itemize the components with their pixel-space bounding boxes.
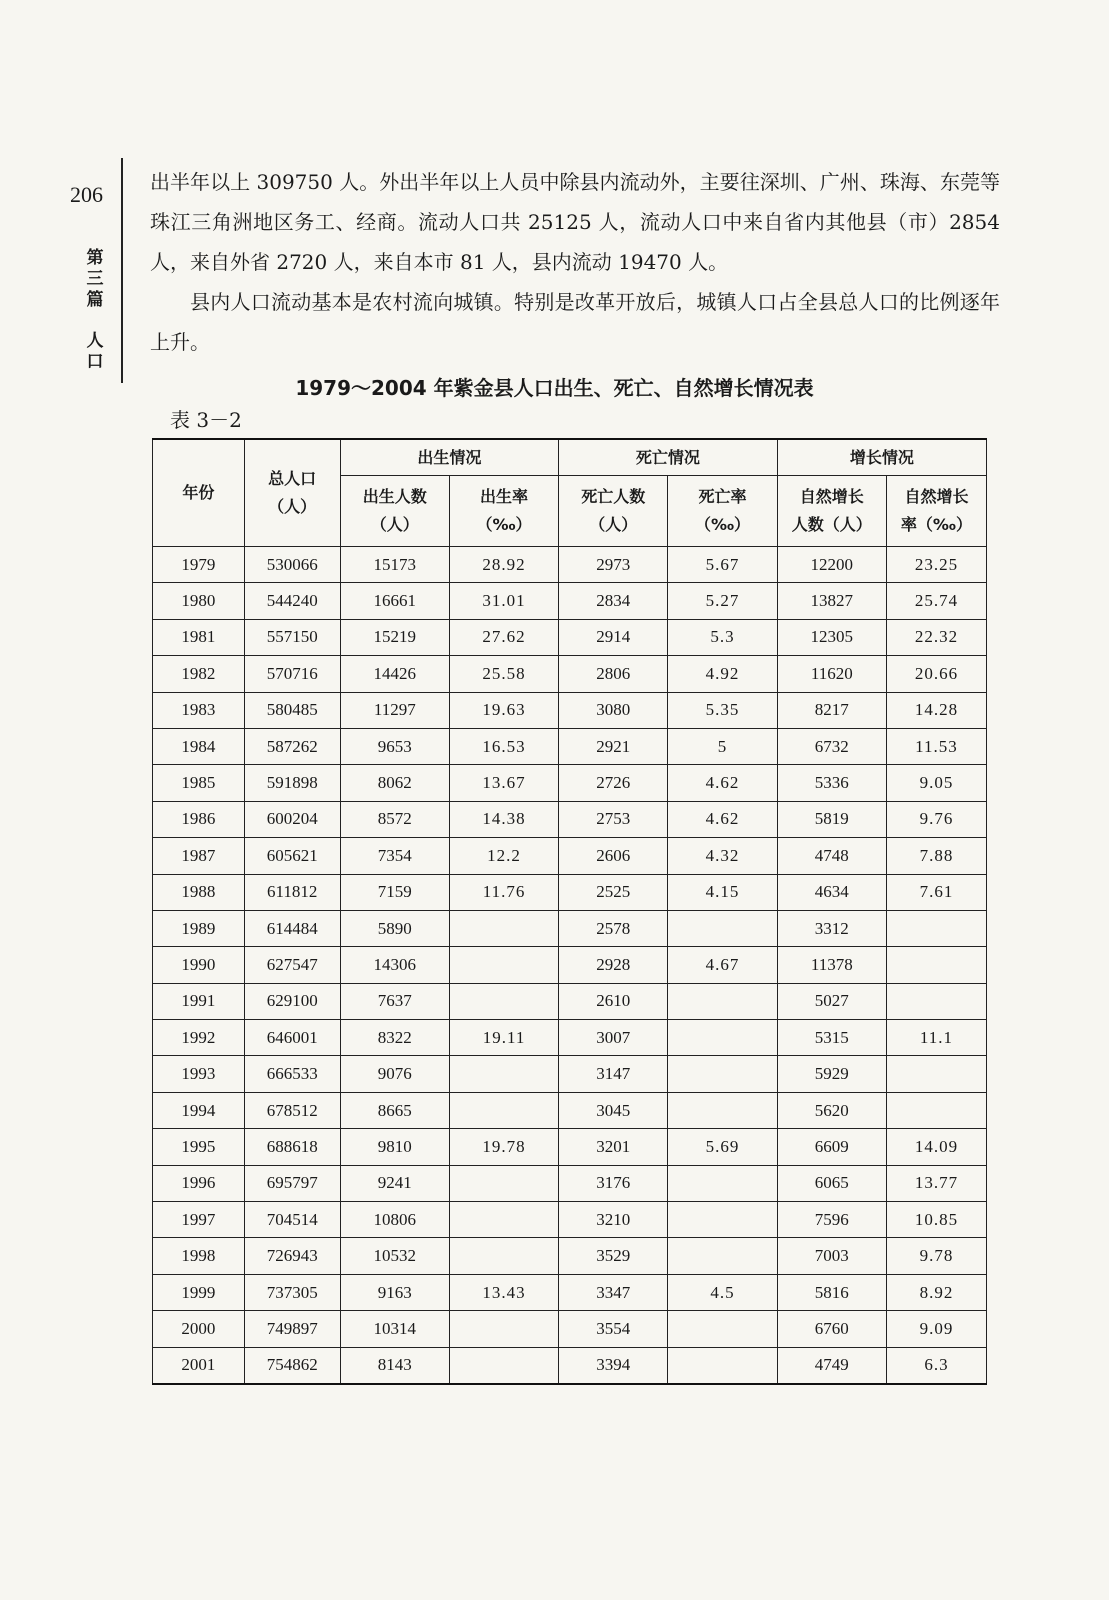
cell-growth-count: 5336: [777, 765, 886, 801]
cell-growth-rate: [886, 1056, 986, 1092]
cell-growth-rate: 7.61: [886, 874, 986, 910]
cell-births: 10314: [340, 1311, 449, 1347]
cell-births: 8062: [340, 765, 449, 801]
cell-births: 16661: [340, 583, 449, 619]
table-row: [153, 656, 987, 692]
cell-births: 14306: [340, 947, 449, 983]
section-label-char: 口: [86, 352, 104, 372]
cell-birth-rate: 27.62: [449, 619, 558, 655]
header-total: [244, 439, 340, 547]
cell-growth-count: 6732: [777, 728, 886, 764]
cell-growth-rate: [886, 983, 986, 1019]
cell-deaths: 3007: [559, 1020, 668, 1056]
cell-total: 611812: [244, 874, 340, 910]
cell-births: 7637: [340, 983, 449, 1019]
cell-growth-count: 3312: [777, 910, 886, 946]
table-number: 表 3－2: [170, 408, 242, 432]
header-death-rate: [668, 476, 777, 547]
cell-births: 7159: [340, 874, 449, 910]
cell-deaths: 3210: [559, 1202, 668, 1238]
cell-growth-count: 12200: [777, 547, 886, 583]
cell-year: 1993: [153, 1056, 245, 1092]
cell-births: 15219: [340, 619, 449, 655]
cell-year: 1982: [153, 656, 245, 692]
cell-growth-rate: 13.77: [886, 1165, 986, 1201]
cell-deaths: 2914: [559, 619, 668, 655]
cell-growth-count: 5315: [777, 1020, 886, 1056]
table-row: [153, 547, 987, 583]
cell-year: 1991: [153, 983, 245, 1019]
cell-year: 1987: [153, 838, 245, 874]
cell-growth-count: 5816: [777, 1274, 886, 1310]
cell-growth-rate: 9.76: [886, 801, 986, 837]
cell-total: 530066: [244, 547, 340, 583]
table-body: [153, 547, 987, 1384]
section-label-char: 第: [86, 248, 104, 268]
cell-growth-rate: 14.09: [886, 1129, 986, 1165]
cell-growth-rate: 20.66: [886, 656, 986, 692]
cell-birth-rate: 13.67: [449, 765, 558, 801]
table-row: [153, 1165, 987, 1201]
cell-deaths: 2921: [559, 728, 668, 764]
cell-death-rate: 5.3: [668, 619, 777, 655]
cell-growth-rate: 14.28: [886, 692, 986, 728]
cell-growth-count: 6760: [777, 1311, 886, 1347]
cell-births: 10806: [340, 1202, 449, 1238]
header-growth-rate: [886, 476, 986, 547]
cell-total: 587262: [244, 728, 340, 764]
cell-year: 2000: [153, 1311, 245, 1347]
table-row: [153, 910, 987, 946]
cell-year: 1979: [153, 547, 245, 583]
cell-growth-count: 4748: [777, 838, 886, 874]
header-text: （人）: [370, 515, 419, 534]
table-row: [153, 692, 987, 728]
header-deaths: [559, 476, 668, 547]
paragraph: 出半年以上 309750 人。外出半年以上人员中除县内流动外，主要往深圳、广州、珠海、东莞等珠江三角洲地区务工、经商。流动人口共 25125 人，流动人口中来自省内其他县（市）2854 人，来自外省 2720 人，来自本市 81 人，县内流动 19470 人。: [150, 170, 1000, 274]
table-row: [153, 1347, 987, 1384]
cell-year: 1980: [153, 583, 245, 619]
header-births: [340, 476, 449, 547]
cell-deaths: 3554: [559, 1311, 668, 1347]
cell-birth-rate: [449, 1056, 558, 1092]
cell-year: 1989: [153, 910, 245, 946]
cell-growth-rate: 10.85: [886, 1202, 986, 1238]
cell-death-rate: 5.67: [668, 547, 777, 583]
cell-birth-rate: 28.92: [449, 547, 558, 583]
cell-year: 1990: [153, 947, 245, 983]
cell-growth-count: 11620: [777, 656, 886, 692]
cell-birth-rate: [449, 983, 558, 1019]
cell-death-rate: [668, 1311, 777, 1347]
cell-births: 15173: [340, 547, 449, 583]
cell-growth-count: 5620: [777, 1092, 886, 1128]
header-text: 率（‰）: [900, 515, 972, 534]
header-text: 出生人数: [362, 487, 427, 506]
cell-deaths: 2806: [559, 656, 668, 692]
cell-death-rate: [668, 1020, 777, 1056]
cell-death-rate: 4.15: [668, 874, 777, 910]
cell-growth-rate: 9.05: [886, 765, 986, 801]
table-row: [153, 1129, 987, 1165]
section-label-char: 人: [86, 331, 104, 351]
table-row: [153, 583, 987, 619]
cell-deaths: 2973: [559, 547, 668, 583]
section-label: [82, 248, 108, 373]
table-row: [153, 1311, 987, 1347]
cell-deaths: 2606: [559, 838, 668, 874]
cell-birth-rate: 19.11: [449, 1020, 558, 1056]
cell-growth-rate: 9.09: [886, 1311, 986, 1347]
cell-total: 544240: [244, 583, 340, 619]
cell-growth-count: 4749: [777, 1347, 886, 1384]
cell-total: 600204: [244, 801, 340, 837]
cell-death-rate: 4.62: [668, 765, 777, 801]
cell-death-rate: [668, 1056, 777, 1092]
cell-death-rate: 5.27: [668, 583, 777, 619]
header-text: （‰）: [476, 515, 532, 534]
page-number: 206: [70, 182, 103, 207]
header-text: 自然增长: [904, 487, 969, 506]
cell-growth-rate: 8.92: [886, 1274, 986, 1310]
cell-year: 1999: [153, 1274, 245, 1310]
cell-total: 570716: [244, 656, 340, 692]
cell-growth-count: 6065: [777, 1165, 886, 1201]
cell-year: 1984: [153, 728, 245, 764]
cell-death-rate: [668, 1238, 777, 1274]
cell-deaths: 3529: [559, 1238, 668, 1274]
table-row: [153, 619, 987, 655]
paragraph: 县内人口流动基本是农村流向城镇。特别是改革开放后，城镇人口占全县总人口的比例逐年上升。: [150, 290, 1000, 354]
header-year: 年份: [153, 439, 245, 547]
cell-birth-rate: [449, 1238, 558, 1274]
header-growth-count: [777, 476, 886, 547]
cell-growth-count: 12305: [777, 619, 886, 655]
table-row: [153, 1020, 987, 1056]
cell-death-rate: 4.5: [668, 1274, 777, 1310]
cell-deaths: 2726: [559, 765, 668, 801]
table-row: [153, 947, 987, 983]
cell-birth-rate: [449, 1165, 558, 1201]
cell-death-rate: 4.92: [668, 656, 777, 692]
cell-growth-count: 6609: [777, 1129, 886, 1165]
cell-total: 688618: [244, 1129, 340, 1165]
margin-rule: [121, 158, 123, 383]
cell-total: 580485: [244, 692, 340, 728]
cell-growth-rate: [886, 947, 986, 983]
cell-year: 1998: [153, 1238, 245, 1274]
header-growth-group: 增长情况: [777, 439, 986, 476]
cell-growth-rate: 11.53: [886, 728, 986, 764]
cell-year: 1985: [153, 765, 245, 801]
cell-growth-count: 5819: [777, 801, 886, 837]
cell-deaths: 3080: [559, 692, 668, 728]
cell-births: 9163: [340, 1274, 449, 1310]
cell-birth-rate: 19.63: [449, 692, 558, 728]
cell-growth-rate: [886, 1092, 986, 1128]
cell-total: 627547: [244, 947, 340, 983]
header-text: （人）: [589, 515, 638, 534]
cell-birth-rate: [449, 1347, 558, 1384]
section-label-char: 篇: [86, 290, 104, 310]
cell-birth-rate: [449, 947, 558, 983]
header-text: （人）: [268, 497, 317, 516]
cell-total: 591898: [244, 765, 340, 801]
cell-year: 1992: [153, 1020, 245, 1056]
table-row: [153, 1202, 987, 1238]
cell-deaths: 3201: [559, 1129, 668, 1165]
table-row: [153, 1238, 987, 1274]
cell-growth-rate: 11.1: [886, 1020, 986, 1056]
cell-year: 1983: [153, 692, 245, 728]
cell-growth-count: 5929: [777, 1056, 886, 1092]
cell-birth-rate: 25.58: [449, 656, 558, 692]
cell-deaths: 3347: [559, 1274, 668, 1310]
cell-births: 14426: [340, 656, 449, 692]
cell-total: 678512: [244, 1092, 340, 1128]
table-title: 1979～2004 年紫金县人口出生、死亡、自然增长情况表: [295, 376, 814, 400]
table-row: [153, 1056, 987, 1092]
header-birth-group: 出生情况: [340, 439, 559, 476]
cell-year: 1988: [153, 874, 245, 910]
header-death-group: 死亡情况: [559, 439, 778, 476]
cell-growth-count: 13827: [777, 583, 886, 619]
cell-total: 695797: [244, 1165, 340, 1201]
cell-births: 5890: [340, 910, 449, 946]
table-row: [153, 801, 987, 837]
header-text: 自然增长: [799, 487, 864, 506]
cell-death-rate: 5.35: [668, 692, 777, 728]
body-text: [150, 162, 1000, 362]
cell-deaths: 3176: [559, 1165, 668, 1201]
cell-growth-count: 11378: [777, 947, 886, 983]
cell-birth-rate: 12.2: [449, 838, 558, 874]
cell-birth-rate: [449, 1311, 558, 1347]
cell-death-rate: [668, 910, 777, 946]
cell-death-rate: [668, 1347, 777, 1384]
cell-births: 8665: [340, 1092, 449, 1128]
cell-total: 749897: [244, 1311, 340, 1347]
cell-birth-rate: 31.01: [449, 583, 558, 619]
cell-year: 1996: [153, 1165, 245, 1201]
cell-total: 704514: [244, 1202, 340, 1238]
cell-birth-rate: 13.43: [449, 1274, 558, 1310]
cell-deaths: 3394: [559, 1347, 668, 1384]
population-table: [152, 438, 987, 1385]
table-row: [153, 1092, 987, 1128]
cell-year: 1997: [153, 1202, 245, 1238]
cell-total: 646001: [244, 1020, 340, 1056]
header-text: （‰）: [694, 515, 751, 534]
cell-growth-rate: 23.25: [886, 547, 986, 583]
cell-deaths: 2753: [559, 801, 668, 837]
cell-year: 2001: [153, 1347, 245, 1384]
header-text: 出生率: [480, 487, 529, 506]
table-row: [153, 983, 987, 1019]
cell-growth-count: 7003: [777, 1238, 886, 1274]
cell-deaths: 2928: [559, 947, 668, 983]
cell-deaths: 2525: [559, 874, 668, 910]
cell-growth-rate: [886, 910, 986, 946]
cell-death-rate: [668, 1092, 777, 1128]
header-birth-rate: [449, 476, 558, 547]
cell-year: 1981: [153, 619, 245, 655]
header-text: 死亡率: [698, 487, 747, 506]
cell-births: 11297: [340, 692, 449, 728]
cell-death-rate: [668, 1202, 777, 1238]
cell-births: 9653: [340, 728, 449, 764]
header-text: 总人口: [268, 469, 317, 488]
cell-total: 614484: [244, 910, 340, 946]
header-text: 死亡人数: [581, 487, 646, 506]
section-label-char: 三: [86, 269, 104, 289]
cell-total: 666533: [244, 1056, 340, 1092]
cell-births: 8322: [340, 1020, 449, 1056]
table-row: [153, 765, 987, 801]
cell-year: 1986: [153, 801, 245, 837]
cell-growth-rate: 22.32: [886, 619, 986, 655]
cell-growth-count: 5027: [777, 983, 886, 1019]
cell-growth-rate: 6.3: [886, 1347, 986, 1384]
cell-growth-rate: 25.74: [886, 583, 986, 619]
cell-year: 1994: [153, 1092, 245, 1128]
cell-deaths: 2610: [559, 983, 668, 1019]
cell-growth-count: 8217: [777, 692, 886, 728]
cell-total: 754862: [244, 1347, 340, 1384]
cell-death-rate: [668, 983, 777, 1019]
cell-growth-rate: 9.78: [886, 1238, 986, 1274]
cell-births: 8143: [340, 1347, 449, 1384]
cell-birth-rate: 19.78: [449, 1129, 558, 1165]
cell-death-rate: 4.32: [668, 838, 777, 874]
cell-death-rate: 4.62: [668, 801, 777, 837]
table-row: [153, 838, 987, 874]
cell-death-rate: 5: [668, 728, 777, 764]
cell-birth-rate: [449, 1202, 558, 1238]
cell-births: 9241: [340, 1165, 449, 1201]
cell-deaths: 3045: [559, 1092, 668, 1128]
cell-birth-rate: [449, 1092, 558, 1128]
cell-births: 9810: [340, 1129, 449, 1165]
header-text: 人数（人）: [791, 515, 872, 534]
cell-growth-count: 7596: [777, 1202, 886, 1238]
cell-total: 737305: [244, 1274, 340, 1310]
cell-birth-rate: 14.38: [449, 801, 558, 837]
cell-death-rate: [668, 1165, 777, 1201]
cell-deaths: 3147: [559, 1056, 668, 1092]
cell-death-rate: 5.69: [668, 1129, 777, 1165]
cell-year: 1995: [153, 1129, 245, 1165]
cell-deaths: 2834: [559, 583, 668, 619]
cell-birth-rate: 16.53: [449, 728, 558, 764]
cell-total: 726943: [244, 1238, 340, 1274]
cell-total: 605621: [244, 838, 340, 874]
table-row: [153, 728, 987, 764]
cell-total: 629100: [244, 983, 340, 1019]
cell-total: 557150: [244, 619, 340, 655]
cell-births: 9076: [340, 1056, 449, 1092]
cell-births: 7354: [340, 838, 449, 874]
cell-growth-count: 4634: [777, 874, 886, 910]
cell-growth-rate: 7.88: [886, 838, 986, 874]
table-row: [153, 1274, 987, 1310]
cell-birth-rate: [449, 910, 558, 946]
cell-births: 10532: [340, 1238, 449, 1274]
cell-birth-rate: 11.76: [449, 874, 558, 910]
cell-births: 8572: [340, 801, 449, 837]
cell-deaths: 2578: [559, 910, 668, 946]
table-row: [153, 874, 987, 910]
cell-death-rate: 4.67: [668, 947, 777, 983]
